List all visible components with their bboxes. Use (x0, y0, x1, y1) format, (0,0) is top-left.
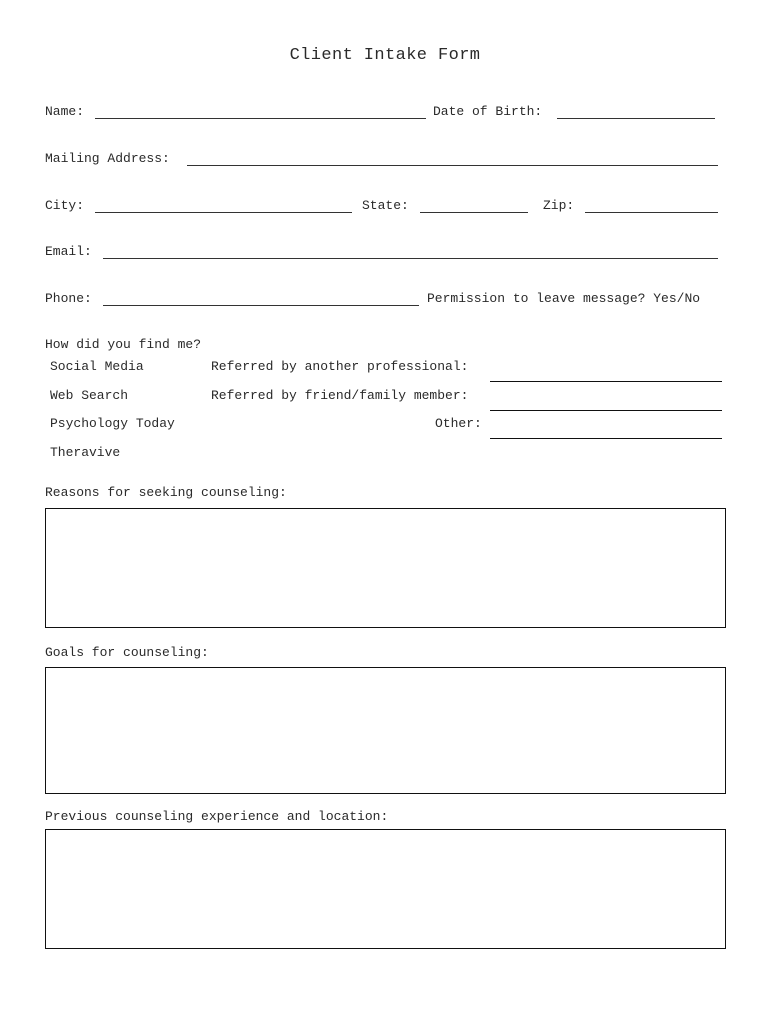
referral-option-web-search[interactable]: Web Search (50, 388, 129, 403)
referral-friend-family-label: Referred by friend/family member: (211, 388, 469, 403)
goals-textbox[interactable] (45, 667, 726, 794)
referral-professional-label: Referred by another professional: (211, 359, 469, 374)
state-field[interactable] (420, 212, 528, 213)
city-label: City: (45, 198, 85, 213)
dob-label: Date of Birth: (433, 104, 543, 119)
page-title: Client Intake Form (289, 46, 481, 65)
phone-label: Phone: (45, 291, 92, 306)
referral-option-psychology-today[interactable]: Psychology Today (50, 416, 175, 431)
zip-field[interactable] (585, 212, 718, 213)
email-field[interactable] (103, 258, 718, 259)
state-label: State: (362, 198, 409, 213)
email-label: Email: (45, 244, 92, 259)
referral-other-label: Other: (435, 416, 482, 431)
reasons-textbox[interactable] (45, 508, 726, 628)
referral-option-social-media[interactable]: Social Media (50, 359, 144, 374)
dob-field[interactable] (557, 118, 715, 119)
referral-friend-family-field[interactable] (490, 410, 722, 411)
zip-label: Zip: (543, 198, 575, 213)
referral-other-field[interactable] (490, 438, 722, 439)
goals-label: Goals for counseling: (45, 645, 209, 660)
previous-counseling-label: Previous counseling experience and location: (45, 809, 389, 824)
referral-professional-field[interactable] (490, 381, 722, 382)
name-field[interactable] (95, 118, 426, 119)
permission-label: Permission to leave message? Yes/No (427, 291, 701, 306)
mailing-address-label: Mailing Address: (45, 151, 170, 166)
mailing-address-field[interactable] (187, 165, 718, 166)
name-label: Name: (45, 104, 85, 119)
city-field[interactable] (95, 212, 352, 213)
previous-counseling-textbox[interactable] (45, 829, 726, 949)
phone-field[interactable] (103, 305, 419, 306)
referral-question: How did you find me? (45, 337, 202, 352)
referral-option-theravive[interactable]: Theravive (50, 445, 121, 460)
reasons-label: Reasons for seeking counseling: (45, 485, 287, 500)
